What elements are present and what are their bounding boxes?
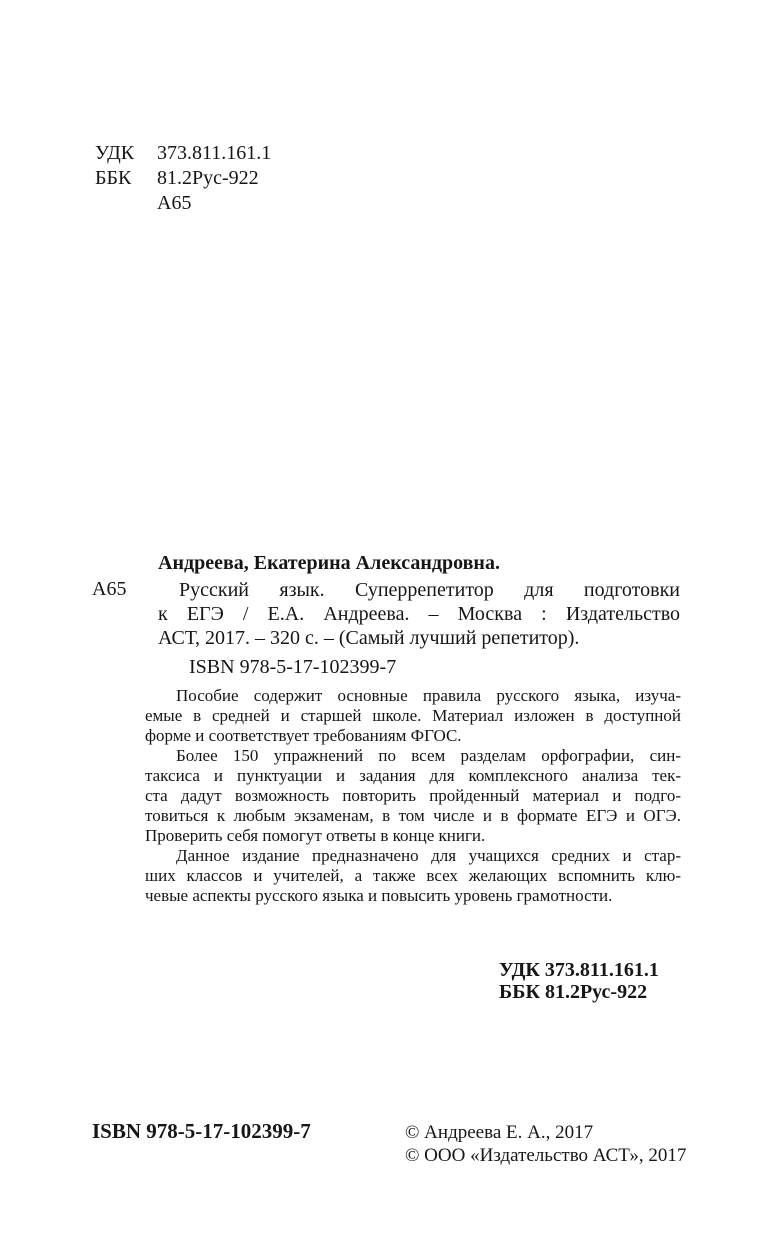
annotation-line: товиться к любым экзаменам, в том числе и в формате ЕГЭ и ОГЭ. (145, 806, 681, 825)
bib-author-sign: А65 (92, 578, 127, 600)
bib-description-line: АСТ, 2017. – 320 с. – (Самый лучший репетитор). (158, 627, 580, 649)
bbk-label: ББК (95, 167, 132, 189)
udk-label: УДК (95, 142, 135, 164)
udk-row (95, 141, 271, 166)
annotation (145, 686, 681, 906)
copyright-publisher: © ООО «Издательство АСТ», 2017 (405, 1145, 687, 1166)
annotation-line: ших классов и учителей, а также всех желающих вспомнить клю- (145, 866, 681, 885)
author-sign-row (95, 191, 271, 216)
annotation-line: Данное издание предназначено для учащихся средних и стар- (176, 846, 681, 865)
bbk-bottom: ББК 81.2Рус-922 (499, 981, 648, 1003)
annotation-paragraph (145, 846, 681, 906)
udk-value: 373.811.161.1 (157, 142, 272, 164)
annotation-line: ста дадут возможность повторить пройденный материал и подго- (145, 786, 681, 805)
annotation-line: чевые аспекты русского языка и повысить уровень грамотности. (145, 886, 613, 905)
bib-description-line: к ЕГЭ / Е.А. Андреева. – Москва : Издательство (158, 603, 680, 625)
bib-description (158, 578, 680, 650)
copyright-author: © Андреева Е. А., 2017 (405, 1122, 594, 1143)
annotation-line: емые в средней и старшей школе. Материал изложен в доступной (145, 706, 681, 725)
catalog-codes-bottom (499, 959, 659, 1003)
annotation-paragraph (145, 686, 681, 746)
annotation-line: Пособие содержит основные правила русского языка, изуча- (176, 686, 681, 705)
footer-copyrights (405, 1121, 686, 1167)
annotation-line: Проверить себя помогут ответы в конце книги. (145, 826, 486, 845)
annotation-line: форме и соответствует требованиям ФГОС. (145, 726, 462, 745)
bib-description-line: Русский язык. Суперрепетитор для подготовки (179, 579, 680, 601)
author-sign-top: А65 (157, 192, 192, 214)
footer-isbn: ISBN 978-5-17-102399-7 (92, 1119, 311, 1143)
bib-author-heading: Андреева, Екатерина Александровна. (158, 552, 500, 574)
annotation-paragraph (145, 746, 681, 846)
annotation-line: Более 150 упражнений по всем разделам орфографии, син- (176, 746, 681, 765)
bib-isbn: ISBN 978-5-17-102399-7 (189, 656, 397, 678)
udk-bottom: УДК 373.811.161.1 (499, 959, 659, 981)
catalog-codes-top (95, 141, 271, 216)
author-sign-spacer (95, 191, 157, 216)
annotation-line: таксиса и пунктуации и задания для комплексного анализа тек- (145, 766, 681, 785)
bbk-row (95, 166, 271, 191)
bbk-value: 81.2Рус-922 (157, 167, 259, 189)
